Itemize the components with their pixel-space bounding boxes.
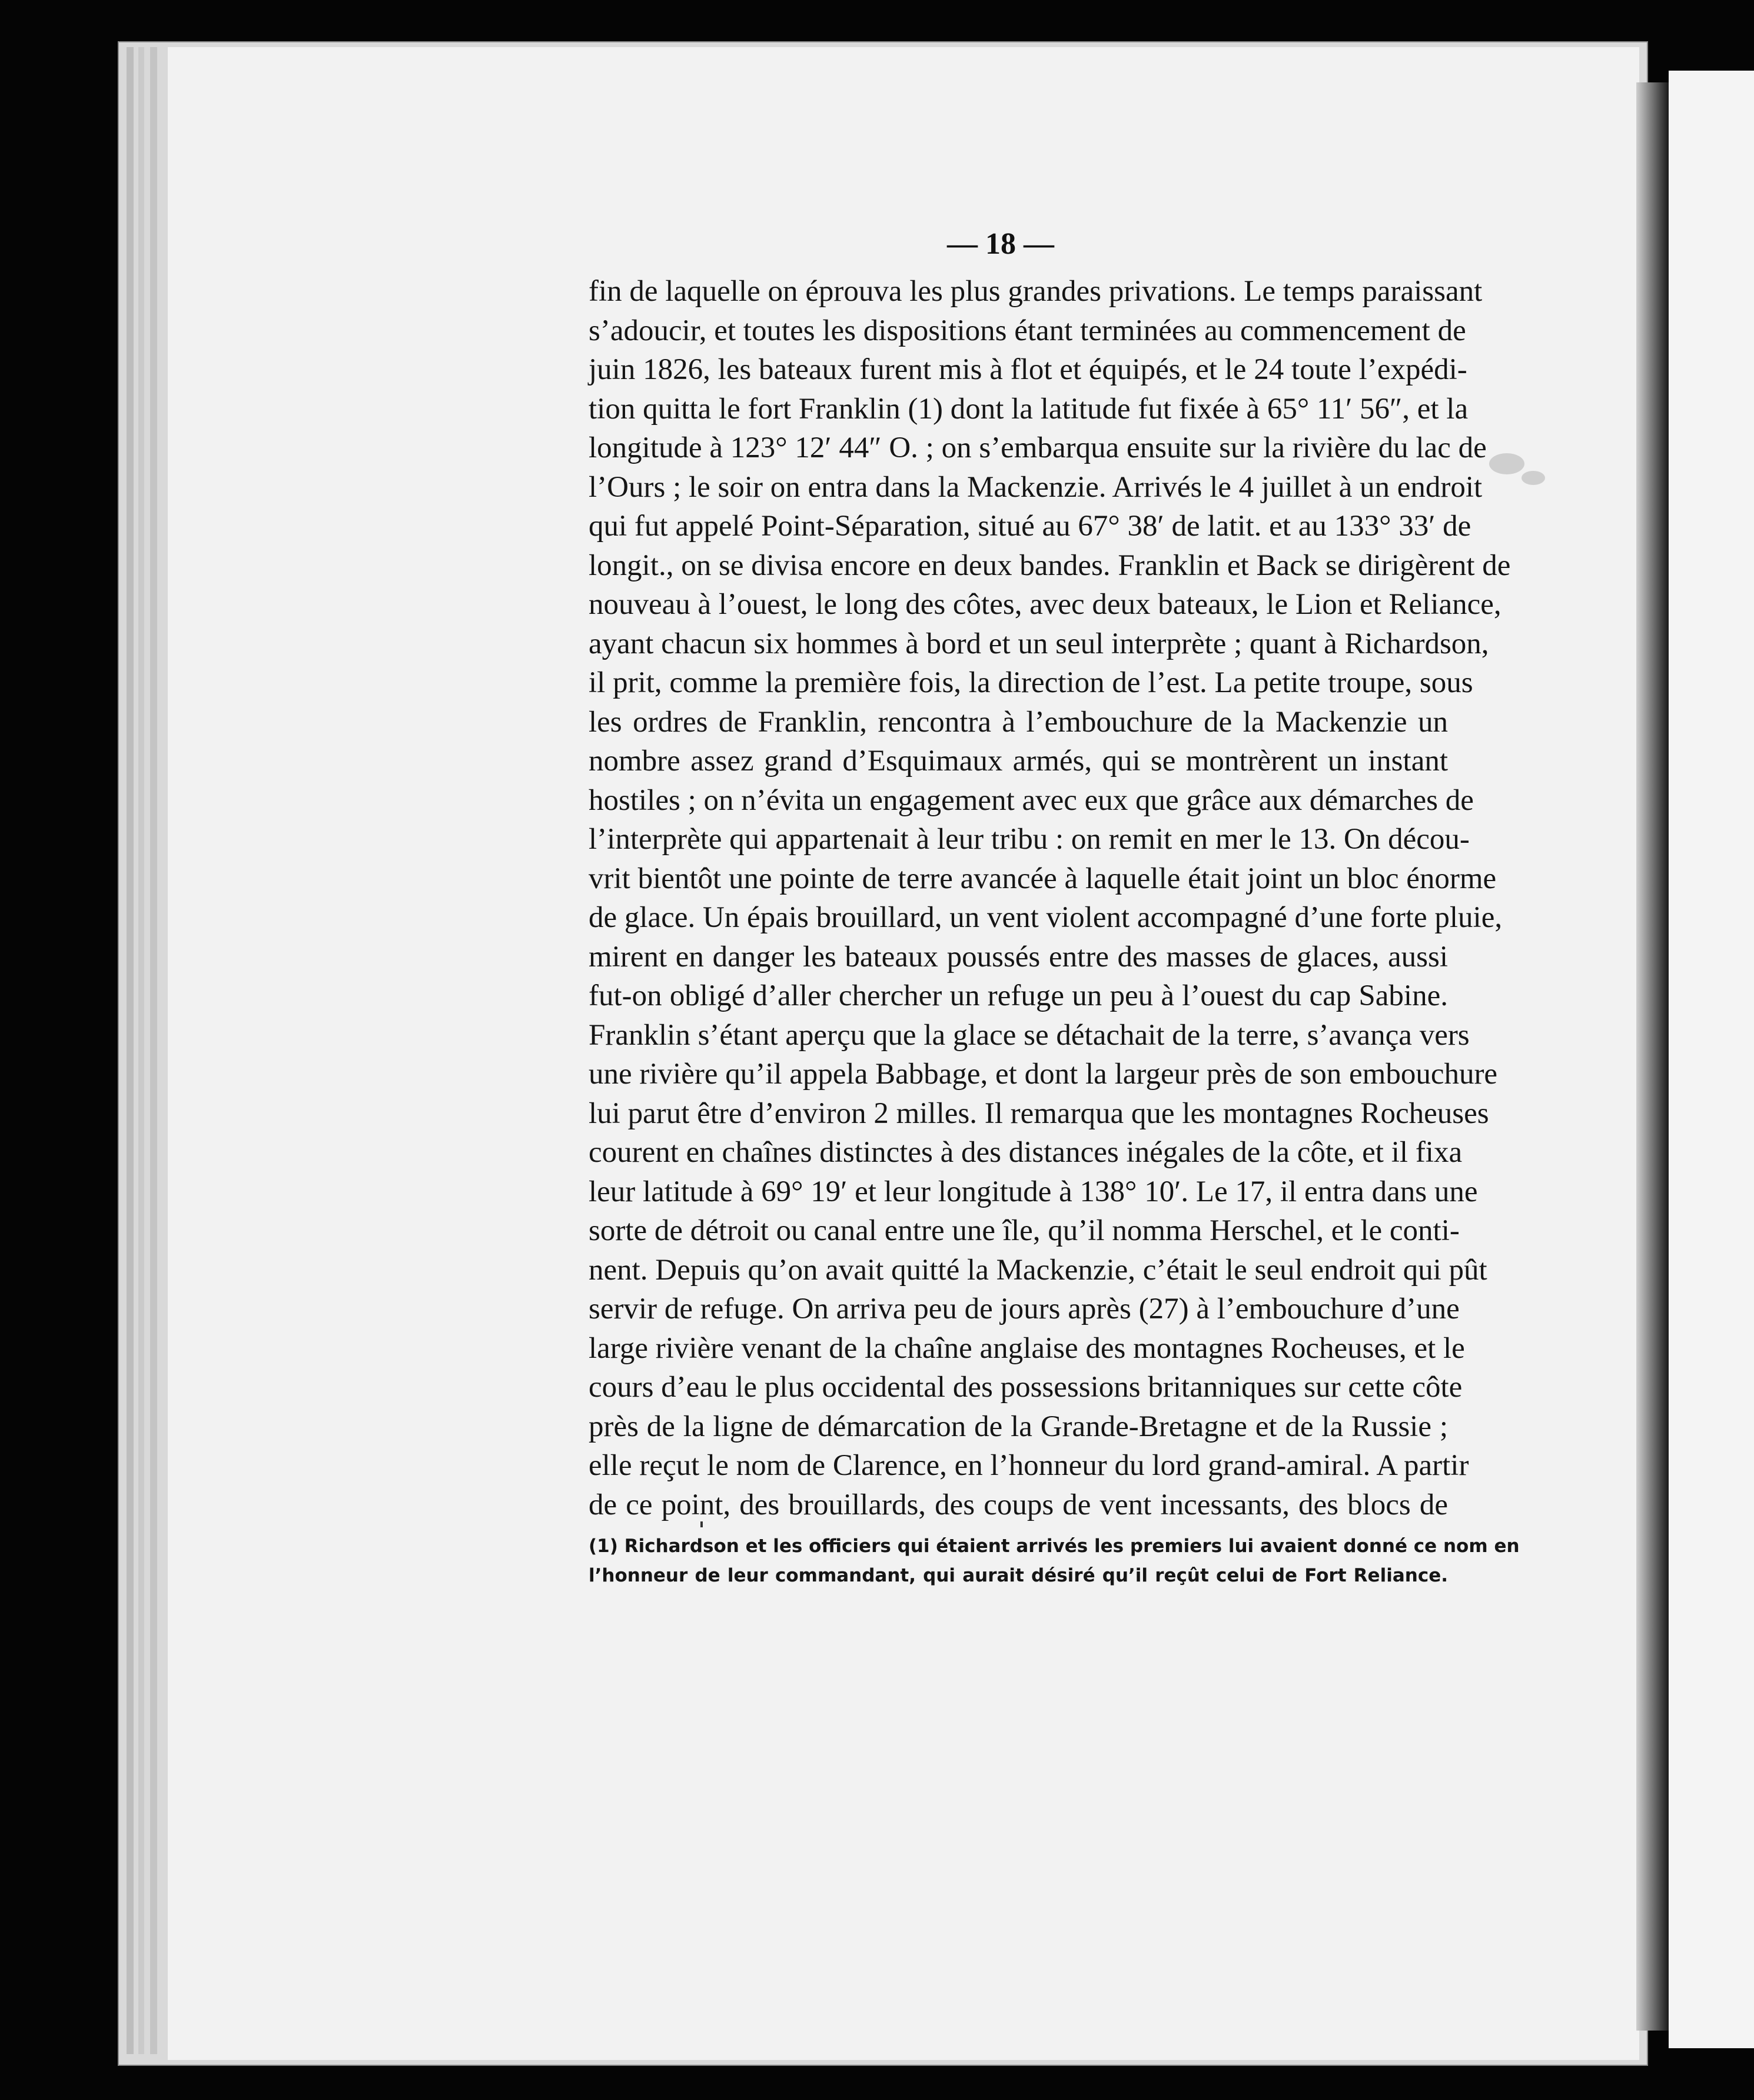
body-text-line: nouveau à l’ouest, le long des côtes, avec deux bateaux, le Lion et Reliance,: [589, 588, 1501, 621]
body-text-line: sorte de détroit ou canal entre une île, qu’il nomma Herschel, et le conti-: [589, 1214, 1460, 1247]
paper-stain: [1489, 453, 1524, 474]
body-text-line: Franklin s’étant aperçu que la glace se détachait de la terre, s’avança vers: [589, 1018, 1470, 1052]
body-text-line: les ordres de Franklin, rencontra à l’embouchure de la Mackenzie un: [589, 705, 1448, 739]
footnote-line: (1) Richardson et les officiers qui étaient arrivés les premiers lui avaient donné ce nom en: [589, 1536, 1520, 1557]
body-text-line: leur latitude à 69° 19′ et leur longitude à 138° 10′. Le 17, il entra dans une: [589, 1175, 1478, 1208]
body-text-line: s’adoucir, et toutes les dispositions étant terminées au commencement de: [589, 314, 1466, 347]
facing-page-edge: [1669, 71, 1754, 2048]
body-text-line: servir de refuge. On arriva peu de jours après (27) à l’embouchure d’une: [589, 1292, 1460, 1325]
footnote-line: l’honneur de leur commandant, qui aurait désiré qu’il reçût celui de Fort Reliance.: [589, 1565, 1448, 1586]
body-text-line: nent. Depuis qu’on avait quitté la Mackenzie, c’était le seul endroit qui pût: [589, 1253, 1487, 1287]
body-text-line: juin 1826, les bateaux furent mis à flot et équipés, et le 24 toute l’expédi-: [589, 353, 1467, 386]
book-gutter-shadow: [1636, 82, 1669, 2031]
body-text-line: fin de laquelle on éprouva les plus grandes privations. Le temps paraissant: [589, 275, 1483, 308]
paper-stain: [1522, 471, 1545, 485]
page-number: — 18 —: [947, 227, 1054, 261]
body-text-line: longitude à 123° 12′ 44″ O. ; on s’embarqua ensuite sur la rivière du lac de: [589, 431, 1487, 464]
body-text-line: elle reçut le nom de Clarence, en l’honneur du lord grand-amiral. A partir: [589, 1449, 1469, 1482]
page-edge: [150, 47, 157, 2054]
body-text-line: longit., on se divisa encore en deux bandes. Franklin et Back se dirigèrent de: [589, 549, 1511, 582]
body-text-line: fut-on obligé d’aller chercher un refuge un peu à l’ouest du cap Sabine.: [589, 979, 1448, 1012]
body-text-line: courent en chaînes distinctes à des distances inégales de la côte, et il fixa: [589, 1136, 1463, 1169]
body-text-line: l’interprète qui appartenait à leur tribu : on remit en mer le 13. On décou-: [589, 823, 1470, 856]
body-text-line: large rivière venant de la chaîne anglaise des montagnes Rocheuses, et le: [589, 1331, 1465, 1365]
body-text-line: cours d’eau le plus occidental des possessions britanniques sur cette côte: [589, 1371, 1463, 1404]
body-text-line: mirent en danger les bateaux poussés entre des masses de glaces, aussi: [589, 940, 1448, 973]
body-text-line: qui fut appelé Point-Séparation, situé au 67° 38′ de latit. et au 133° 33′ de: [589, 510, 1471, 543]
page-edge: [127, 47, 134, 2054]
body-text-line: nombre assez grand d’Esquimaux armés, qui se montrèrent un instant: [589, 745, 1448, 777]
footnote: [589, 1531, 1520, 1590]
body-text-line: près de la ligne de démarcation de la Grande-Bretagne et de la Russie ;: [589, 1410, 1448, 1443]
body-text-line: lui parut être d’environ 2 milles. Il remarqua que les montagnes Rocheuses: [589, 1096, 1489, 1130]
body-text: [589, 272, 1511, 1524]
body-text-line: ayant chacun six hommes à bord et un seul interprète ; quant à Richardson,: [589, 627, 1489, 660]
body-text-line: vrit bientôt une pointe de terre avancée à laquelle était joint un bloc énorme: [589, 862, 1497, 895]
body-text-line: une rivière qu’il appela Babbage, et dont la largeur près de son embouchure: [589, 1058, 1498, 1091]
body-text-line: hostiles ; on n’évita un engagement avec eux que grâce aux démarches de: [589, 783, 1474, 817]
body-text-line: tion quitta le fort Franklin (1) dont la latitude fut fixée à 65° 11′ 56″, et la: [589, 392, 1469, 426]
page-edge: [138, 47, 144, 2054]
body-text-line: de glace. Un épais brouillard, un vent violent accompagné d’une forte pluie,: [589, 901, 1503, 934]
body-text-line: l’Ours ; le soir on entra dans la Mackenzie. Arrivés le 4 juillet à un endroit: [589, 470, 1483, 504]
body-text-line: de ce point, des brouillards, des coups de vent incessants, des blocs de: [589, 1488, 1448, 1521]
body-text-line: il prit, comme la première fois, la direction de l’est. La petite troupe, sous: [589, 666, 1473, 699]
footnote-rule-mark: [700, 1521, 703, 1527]
